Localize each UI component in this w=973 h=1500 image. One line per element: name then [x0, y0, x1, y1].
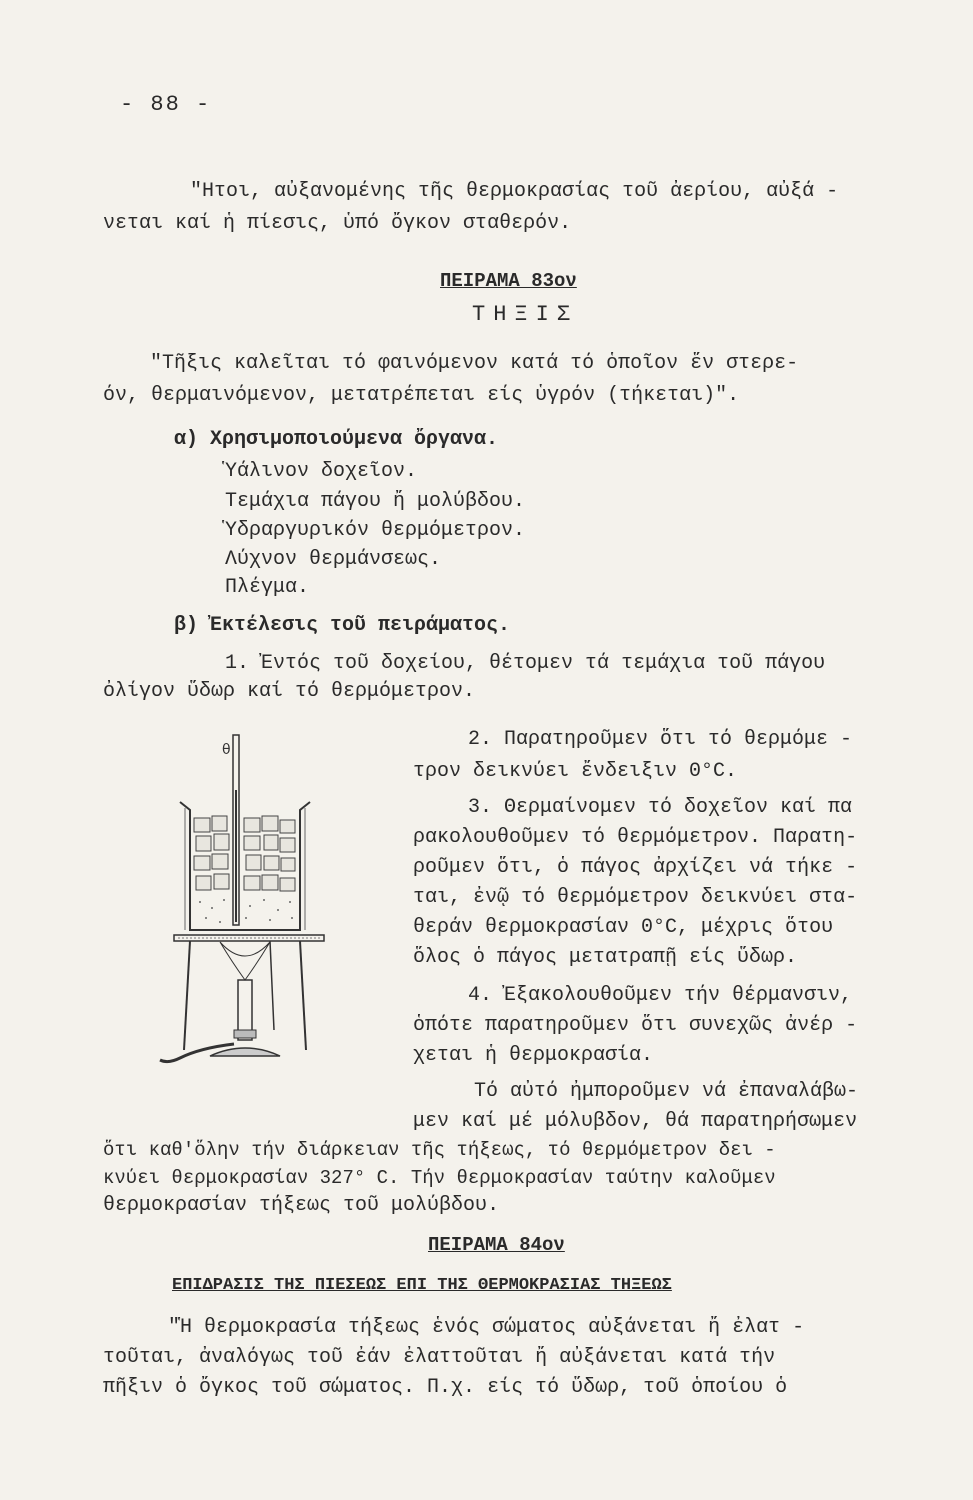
lead-paragraph-line: Τό αὐτό ἠμποροῦμεν νά ἐπαναλάβω-	[474, 1080, 859, 1103]
intro-line-2: νεται καί ἡ πίεσις, ὑπό ὄγκον σταθερόν.	[103, 212, 572, 235]
experiment-83-title: ΤΗΞΙΣ	[472, 302, 579, 327]
lead-paragraph-line: μεν καί μέ μόλυβδον, θά παρατηρήσωμεν	[413, 1110, 858, 1133]
section-b-heading: β) Ἐκτέλεσις τοῦ πειράματος.	[174, 614, 511, 637]
figure-label: θ	[222, 742, 231, 758]
section-a-heading: α) Χρησιμοποιούμενα ὄργανα.	[174, 428, 499, 451]
tool-item: Ὑδραργυρικόν θερμόμετρον.	[225, 519, 526, 542]
step-1-line-2: ὀλίγον ὕδωρ καί τό θερμόμετρον.	[103, 680, 476, 703]
step-4-line: ὁπότε παρατηροῦμεν ὅτι συνεχῶς ἀνέρ -	[413, 1014, 858, 1037]
step-3-line: 3. Θερμαίνομεν τό δοχεῖον καί πα	[468, 796, 853, 819]
apparatus-drawing	[150, 730, 420, 1070]
definition-line-1: "Τῆξις καλεῖται τό φαινόμενον κατά τό ὁποῖον ἕν στερε-	[150, 352, 799, 375]
step-1-line-1: 1. Ἐντός τοῦ δοχείου, θέτομεν τά τεμάχια τοῦ πάγου	[225, 652, 826, 675]
step-4-line: 4. Ἐξακολουθοῦμεν τήν θέρμανσιν,	[468, 984, 853, 1007]
tool-item: Ὑάλινον δοχεῖον.	[225, 460, 418, 483]
ice-cubes	[194, 816, 295, 891]
experiment-84-paragraph-line: τοῦται, ἀναλόγως τοῦ ἐάν ἐλαττοῦται ἤ αὐξάνεται κατά τήν	[103, 1346, 776, 1369]
definition-line-2: όν, θερμαινόμενον, μετατρέπεται είς ὑγρόν (τήκεται)".	[103, 384, 740, 407]
lead-paragraph-line: ὅτι καθ'ὅλην τήν διάρκειαν τῆς τήξεως, τό θερμόμετρον δει -	[103, 1139, 776, 1161]
lead-paragraph-line: θερμοκρασίαν τήξεως τοῦ μολύβδου.	[103, 1194, 500, 1217]
tool-item: Λύχνον θερμάνσεως.	[225, 548, 442, 571]
experiment-83-heading: ΠΕΙΡΑΜΑ 83ον	[440, 270, 577, 292]
tool-item: Πλέγμα.	[225, 576, 310, 599]
step-3-line: ὅλος ὁ πάγος μετατραπῇ είς ὕδωρ.	[413, 946, 798, 969]
step-3-line: ροῦμεν ὅτι, ὁ πάγος ἀρχίζει νά τήκε -	[413, 856, 858, 879]
step-2-line: 2. Παρατηροῦμεν ὅτι τό θερμόμε -	[468, 728, 853, 751]
gauze-icon	[174, 935, 324, 941]
flame-icon	[220, 942, 270, 980]
step-4-line: χεται ἡ θερμοκρασία.	[413, 1044, 654, 1067]
step-3-line: θεράν θερμοκρασίαν 0°C, μέχρις ὅτου	[413, 916, 834, 939]
page-number: - 88 -	[120, 92, 212, 117]
step-2-line: τρον δεικνύει ἔνδειξιν 0°C.	[413, 760, 738, 783]
tool-item: Τεμάχια πάγου ἤ μολύβδου.	[225, 490, 526, 513]
experiment-84-heading: ΠΕΙΡΑΜΑ 84ον	[428, 1234, 565, 1256]
apparatus-illustration	[150, 730, 420, 1070]
experiment-84-paragraph-line: "Ἡ θερμοκρασία τήξεως ἑνός σώματος αὐξάνεται ἤ ἐλατ -	[168, 1316, 805, 1339]
step-3-line: ρακολουθοῦμεν τό θερμόμετρον. Παρατη-	[413, 826, 858, 849]
experiment-84-title: ΕΠΙΔΡΑΣΙΣ ΤΗΣ ΠΙΕΣΕΩΣ ΕΠΙ ΤΗΣ ΘΕΡΜΟΚΡΑΣΙΑΣ ΤΗΞΕΩΣ	[172, 1276, 672, 1295]
lead-paragraph-line: κνύει θερμοκρασίαν 327° C. Τήν θερμοκρασίαν ταύτην καλοῦμεν	[103, 1167, 776, 1189]
step-3-line: ται, ἐνῷ τό θερμόμετρον δεικνύει στα-	[413, 886, 858, 909]
experiment-84-paragraph-line: πῆξιν ὁ ὄγκος τοῦ σώματος. Π.χ. είς τό ὕδωρ, τοῦ ὁποίου ὁ	[103, 1376, 788, 1399]
intro-line-1: "Ητοι, αὐξανομένης τῆς θερμοκρασίας τοῦ ἀερίου, αὐξά -	[190, 180, 839, 203]
